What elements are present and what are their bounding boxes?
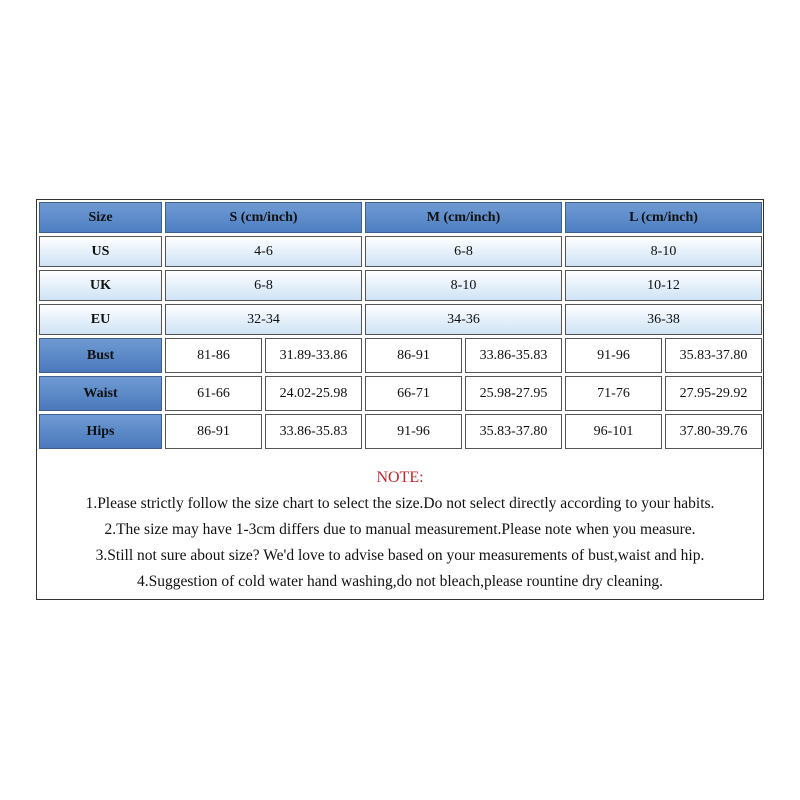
waist-m-inch: 25.98-27.95 — [465, 376, 562, 411]
hips-s-cm: 86-91 — [165, 414, 262, 449]
row-label-bust: Bust — [39, 338, 162, 373]
header-l: L (cm/inch) — [565, 202, 762, 233]
note-title: NOTE: — [376, 469, 424, 486]
waist-s-cm: 61-66 — [165, 376, 262, 411]
us-l: 8-10 — [565, 236, 762, 267]
hips-m-cm: 91-96 — [365, 414, 462, 449]
note-line-4: 4.Suggestion of cold water hand washing,do not bleach,please rountine dry cleaning. — [136, 573, 663, 590]
hips-m-inch: 35.83-37.80 — [465, 414, 562, 449]
row-label-waist: Waist — [39, 376, 162, 411]
eu-l: 36-38 — [565, 304, 762, 335]
note-line-3: 3.Still not sure about size? We'd love to advise based on your measurements of bust,waist and hip. — [95, 547, 705, 564]
bust-m-cm: 86-91 — [365, 338, 462, 373]
eu-m: 34-36 — [365, 304, 562, 335]
bust-l-cm: 91-96 — [565, 338, 662, 373]
uk-l: 10-12 — [565, 270, 762, 301]
notes-section — [37, 452, 763, 599]
row-label-uk: UK — [39, 270, 162, 301]
note-line-2: 2.The size may have 1-3cm differs due to manual measurement.Please note when you measure. — [104, 521, 696, 538]
bust-l-inch: 35.83-37.80 — [665, 338, 762, 373]
bust-m-inch: 33.86-35.83 — [465, 338, 562, 373]
size-chart — [36, 199, 764, 600]
header-m: M (cm/inch) — [365, 202, 562, 233]
bust-s-cm: 81-86 — [165, 338, 262, 373]
row-label-us: US — [39, 236, 162, 267]
header-s: S (cm/inch) — [165, 202, 362, 233]
eu-s: 32-34 — [165, 304, 362, 335]
us-s: 4-6 — [165, 236, 362, 267]
uk-m: 8-10 — [365, 270, 562, 301]
hips-s-inch: 33.86-35.83 — [265, 414, 362, 449]
waist-l-inch: 27.95-29.92 — [665, 376, 762, 411]
hips-l-cm: 96-101 — [565, 414, 662, 449]
hips-l-inch: 37.80-39.76 — [665, 414, 762, 449]
waist-m-cm: 66-71 — [365, 376, 462, 411]
header-size: Size — [39, 202, 162, 233]
row-label-hips: Hips — [39, 414, 162, 449]
note-line-1: 1.Please strictly follow the size chart to select the size.Do not select directly according to your habits. — [85, 495, 715, 512]
row-label-eu: EU — [39, 304, 162, 335]
waist-l-cm: 71-76 — [565, 376, 662, 411]
bust-s-inch: 31.89-33.86 — [265, 338, 362, 373]
waist-s-inch: 24.02-25.98 — [265, 376, 362, 411]
us-m: 6-8 — [365, 236, 562, 267]
uk-s: 6-8 — [165, 270, 362, 301]
